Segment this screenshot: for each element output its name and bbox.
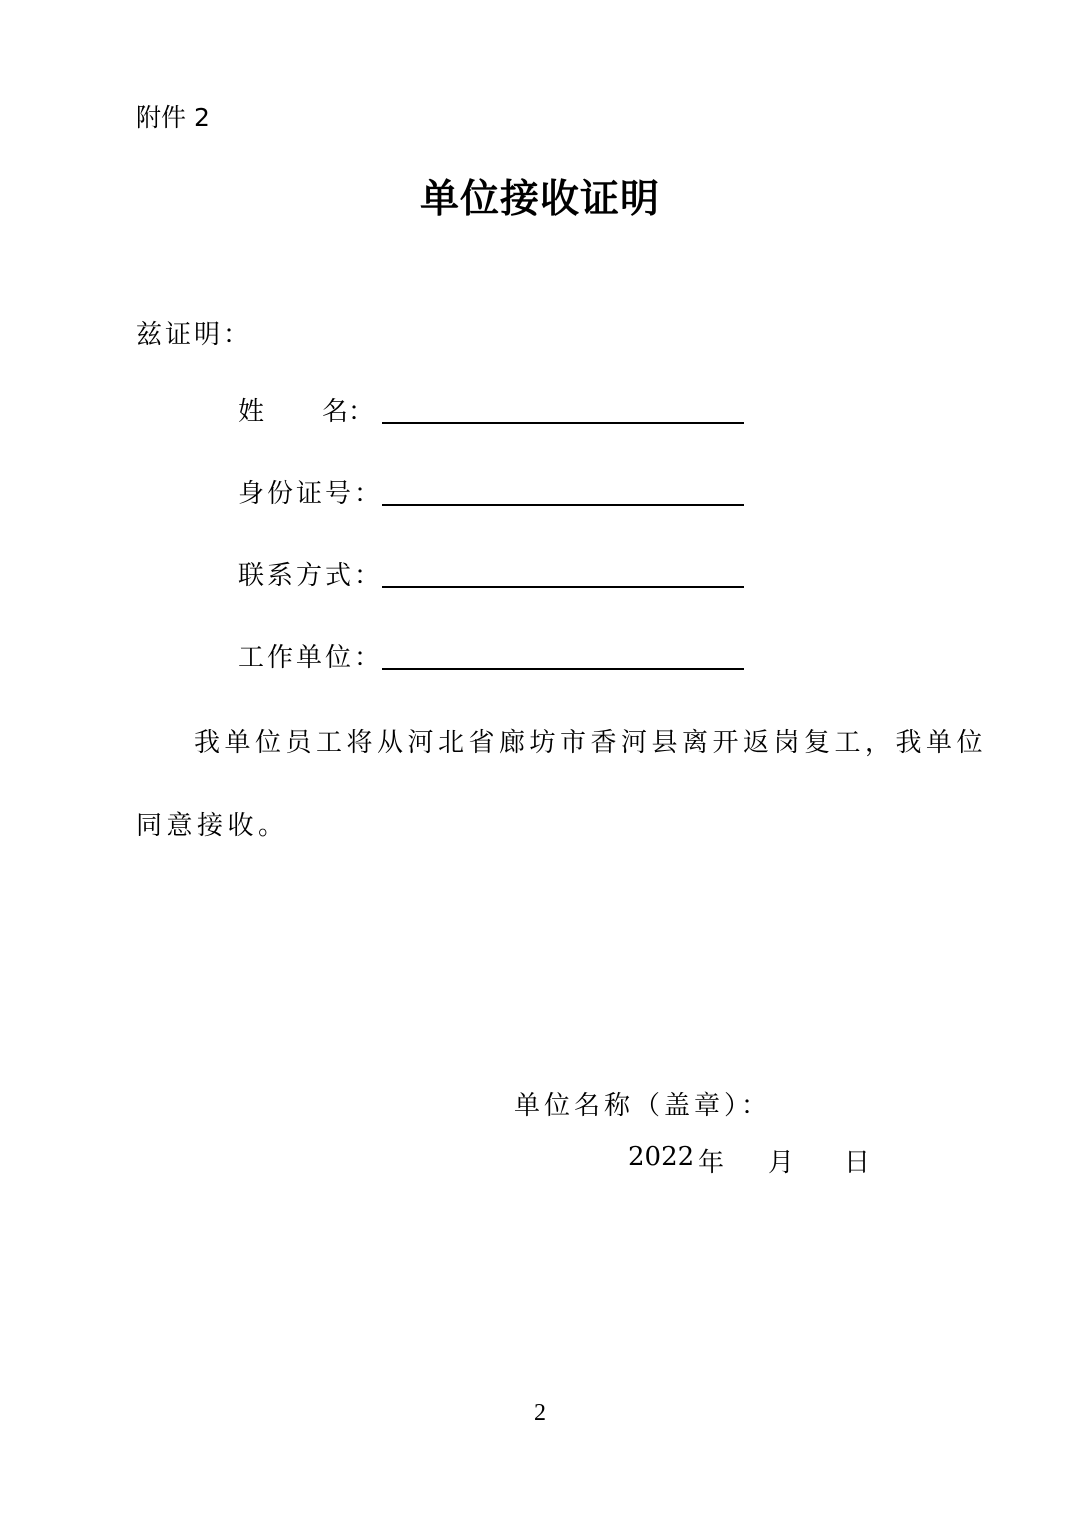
id-number-field-row — [238, 476, 748, 516]
name-field-label — [238, 394, 374, 430]
page-number: 2 — [534, 1400, 546, 1426]
name-field-row — [238, 394, 748, 434]
contact-input-line[interactable] — [382, 586, 744, 588]
id-number-field-label: 身份证号： — [238, 479, 384, 509]
date-year-unit: 年 — [698, 1148, 725, 1178]
date-year: 2022 — [628, 1142, 695, 1172]
contact-field-label: 联系方式： — [238, 561, 384, 591]
unit-name-stamp-label: 单位名称（盖章）： — [514, 1091, 772, 1121]
name-label-char-2: 名： — [321, 397, 374, 427]
work-unit-field-row — [238, 640, 748, 680]
name-input-line[interactable] — [382, 422, 744, 424]
attachment-label: 附件 2 — [136, 103, 210, 132]
body-paragraph-line-1: 我单位员工将从河北省廊坊市香河县离开返岗复工，我单位 — [194, 728, 988, 758]
contact-field-row — [238, 558, 748, 598]
date-day-unit: 日 — [844, 1148, 871, 1178]
date-month-unit: 月 — [768, 1148, 795, 1178]
body-paragraph-line-2: 同意接收。 — [136, 811, 289, 841]
name-label-char-1: 姓 — [238, 397, 265, 427]
id-number-input-line[interactable] — [382, 504, 744, 506]
date-line — [628, 1142, 888, 1178]
document-title: 单位接收证明 — [419, 177, 660, 222]
work-unit-field-label: 工作单位： — [238, 643, 384, 673]
work-unit-input-line[interactable] — [382, 668, 744, 670]
salutation: 兹证明： — [136, 320, 253, 350]
